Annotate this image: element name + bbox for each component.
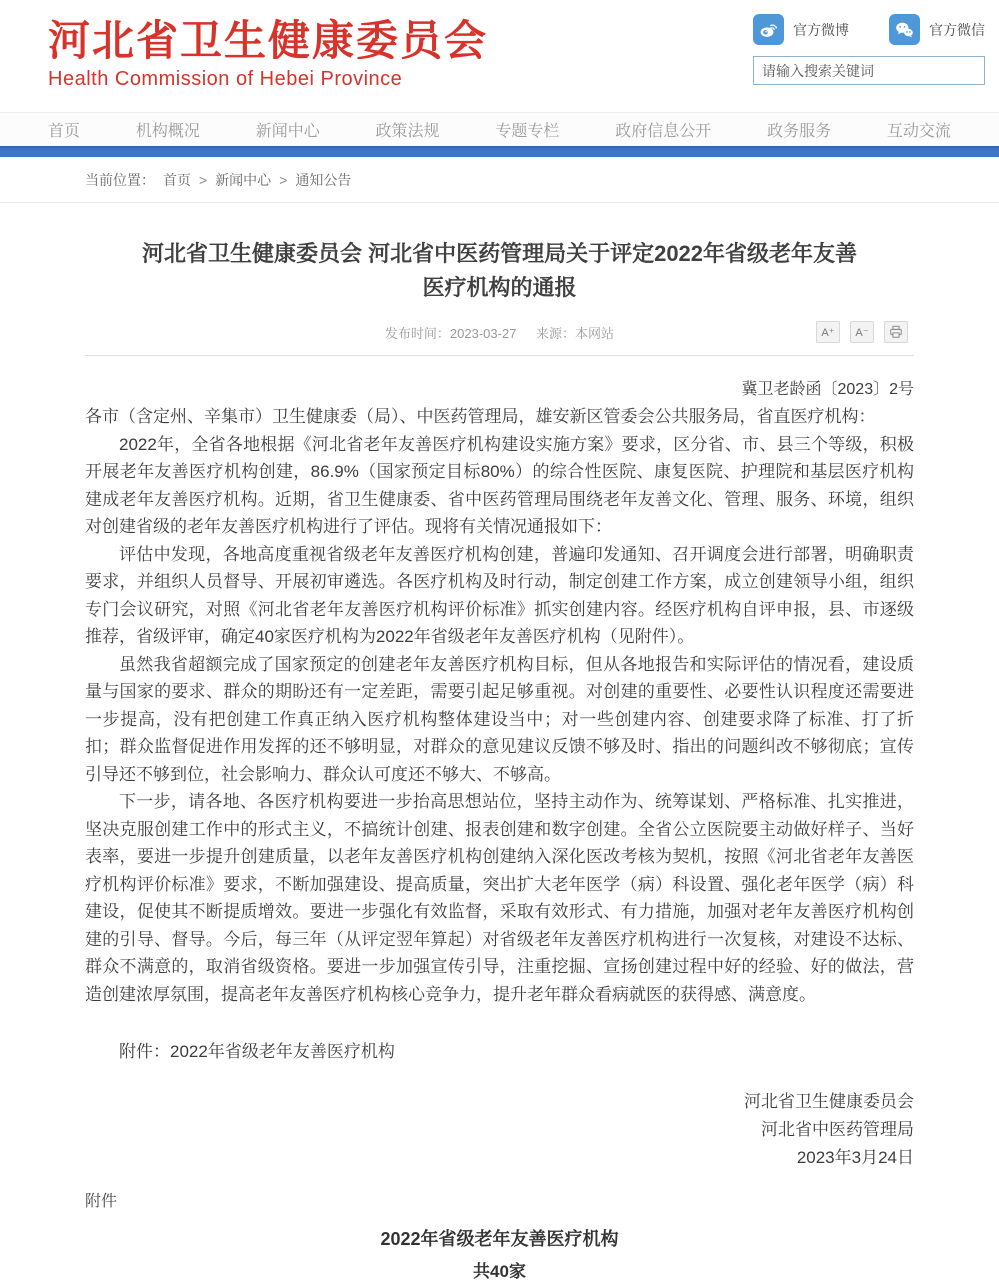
attachment-reference: 附件：2022年省级老年友善医疗机构 bbox=[119, 1042, 395, 1061]
paragraph-3: 虽然我省超额完成了国家预定的创建老年友善医疗机构目标，但从各地报告和实际评估的情况看，建设质量与国家的要求、群众的期盼还有一定差距，需要引起足够重视。对创建的重要性、必要性认识程度还需要进一步提高，没有把创建工作真正纳入医疗机构整体建设当中；对一些创建内容、创建要求降了标准、打了折扣；群众监督促进作用发挥的还不够明显，对群众的意见建议反馈不够及时、指出的问题纠改不够彻底；宣传引导还不够到位，社会影响力、群众认可度还不够大、不够高。 bbox=[85, 654, 914, 784]
nav-accent-bar bbox=[0, 146, 999, 157]
search-box bbox=[753, 56, 985, 85]
breadcrumb-row bbox=[0, 157, 999, 203]
addressee-line: 各市（含定州、辛集市）卫生健康委（局）、中医药管理局，雄安新区管委会公共服务局，省直医疗机构： bbox=[85, 407, 876, 426]
breadcrumb-prefix: 当前位置： bbox=[85, 172, 155, 188]
article-tools bbox=[816, 321, 908, 343]
breadcrumb-separator: > bbox=[199, 172, 208, 188]
nav-item-services[interactable]: 政务服务 bbox=[767, 123, 832, 140]
weibo-icon bbox=[753, 14, 784, 45]
weibo-link[interactable] bbox=[753, 14, 849, 45]
attachment-label: 附件 bbox=[85, 1192, 118, 1210]
meta-divider bbox=[85, 355, 914, 356]
article-body bbox=[85, 403, 914, 1066]
signature-block bbox=[85, 1088, 914, 1172]
paragraph-2: 评估中发现，各地高度重视省级老年友善医疗机构创建，普遍印发通知、召开调度会进行部署，明确职责要求，并组织人员督导、开展初审遴选。各医疗机构及时行动，制定创建工作方案，成立创建领导小组，组织专门会议研究，对照《河北省老年友善医疗机构评价标准》抓实创建内容。经医疗机构自评申报，县、市逐级推荐，省级评审，确定40家医疗机构为2022年省级老年友善医疗机构（见附件）。 bbox=[85, 544, 914, 646]
signature-org-2: 河北省中医药管理局 bbox=[761, 1119, 914, 1139]
nav-item-interaction[interactable]: 互动交流 bbox=[886, 123, 951, 140]
nav-item-overview[interactable]: 机构概况 bbox=[135, 123, 200, 140]
main-nav bbox=[0, 112, 999, 146]
paragraph-4: 下一步，请各地、各医疗机构要进一步抬高思想站位，坚持主动作为、统筹谋划、严格标准、扎实推进，坚决克服创建工作中的形式主义，不搞统计创建、报表创建和数字创建。全省公立医院要主动做好样子、当好表率，要进一步提升创建质量，以老年友善医疗机构创建纳入深化医改考核为契机，按照《河北省老年友善医疗机构评价标准》要求，不断加强建设、提高质量，突出扩大老年医学（病）科设置、强化老年医学（病）科建设，促使其不断提质增效。要进一步强化有效监督，采取有效形式、有力措施，加强对老年友善医疗机构创建的引导、督导。今后，每三年（从评定翌年算起）对省级老年友善医疗机构进行一次复核，对建设不达标、群众不满意的，取消省级资格。要进一步加强宣传引导，注重挖掘、宣扬创建过程中好的经验、好的做法，营造创建浓厚氛围，提高老年友善医疗机构核心竞争力，提升老年群众看病就医的获得感、满意度。 bbox=[85, 792, 914, 1004]
article bbox=[0, 237, 999, 1282]
wechat-link[interactable] bbox=[889, 14, 985, 45]
site-title: 河北省卫生健康委员会 bbox=[48, 17, 489, 64]
breadcrumb-news-center[interactable]: 新闻中心 bbox=[215, 172, 272, 188]
social-links bbox=[753, 14, 985, 45]
nav-item-special[interactable]: 专题专栏 bbox=[495, 123, 560, 140]
article-source: 来源：本网站 bbox=[536, 326, 615, 341]
wechat-icon bbox=[889, 14, 920, 45]
site-subtitle: Health Commission of Hebei Province bbox=[48, 68, 403, 90]
publish-date: 发布时间：2023-03-27 bbox=[384, 326, 517, 341]
weibo-label: 官方微博 bbox=[793, 21, 849, 38]
document-number: 冀卫老龄函〔2023〕2号 bbox=[741, 381, 914, 398]
font-increase-button[interactable]: A⁺ bbox=[816, 321, 840, 343]
breadcrumb-home[interactable]: 首页 bbox=[163, 172, 191, 188]
nav-item-home[interactable]: 首页 bbox=[48, 123, 81, 140]
breadcrumb-separator: > bbox=[279, 172, 288, 188]
search-input[interactable] bbox=[754, 57, 984, 84]
article-meta bbox=[85, 321, 914, 347]
breadcrumb-notices[interactable]: 通知公告 bbox=[295, 172, 352, 188]
nav-item-gov-info[interactable]: 政府信息公开 bbox=[615, 123, 712, 140]
breadcrumb bbox=[85, 170, 914, 190]
font-decrease-button[interactable]: A⁻ bbox=[850, 321, 874, 343]
attachment-count: 共40家 bbox=[473, 1261, 526, 1281]
nav-item-policy[interactable]: 政策法规 bbox=[375, 123, 440, 140]
site-header bbox=[0, 0, 999, 112]
wechat-label: 官方微信 bbox=[929, 21, 985, 38]
signature-org-1: 河北省卫生健康委员会 bbox=[744, 1091, 914, 1111]
print-icon bbox=[889, 325, 903, 339]
attachment-heading: 2022年省级老年友善医疗机构 bbox=[380, 1228, 619, 1249]
paragraph-1: 2022年，全省各地根据《河北省老年友善医疗机构建设实施方案》要求，区分省、市、县三个等级，积极开展老年友善医疗机构创建，86.9%（国家预定目标80%）的综合性医院、康复医院、护理院和基层医疗机构建成老年友善医疗机构。近期，省卫生健康委、省中医药管理局围绕老年友善文化、管理、服务、环境，组织对创建省级的老年友善医疗机构进行了评估。现将有关情况通报如下： bbox=[85, 434, 914, 536]
site-logo[interactable] bbox=[48, 18, 488, 92]
article-meta-row bbox=[85, 321, 914, 347]
article-title: 河北省卫生健康委员会 河北省中医药管理局关于评定2022年省级老年友善医疗机构的通报 bbox=[141, 241, 858, 300]
header-right bbox=[753, 14, 985, 85]
print-button[interactable] bbox=[884, 321, 908, 343]
nav-item-news[interactable]: 新闻中心 bbox=[255, 123, 320, 140]
signature-date: 2023年3月24日 bbox=[796, 1147, 914, 1167]
